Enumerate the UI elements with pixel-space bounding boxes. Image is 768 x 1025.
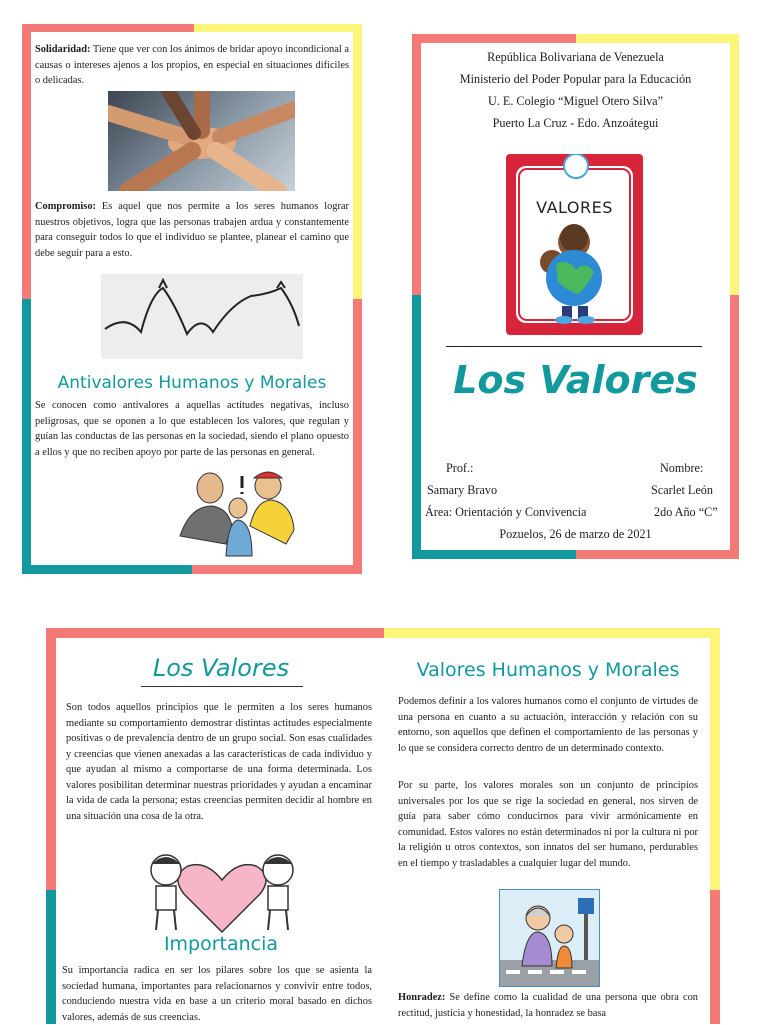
school-line: U. E. Colegio “Miguel Otero Silva” [488, 94, 663, 108]
los-valores-heading: Los Valores [152, 654, 290, 682]
cover-border-top-right [576, 34, 739, 43]
prof-label: Prof.: [446, 461, 474, 475]
nombre-label: Nombre: [660, 461, 704, 475]
border-bottom-right [192, 565, 362, 574]
antivalores-paragraph: Se conocen como antivalores a aquellas actitudes negativas, incluso peligrosas, que se oponen a lo que establecen los valores, que regulan y guían las conductas de las personas en la sociedad, siendo el plano opuesto a ellos y que no reciben apoyo por parte de las personas en general. [35, 400, 349, 458]
cover-border-bottom-right [576, 550, 739, 559]
ministry-line: Ministerio del Poder Popular para la Educación [459, 72, 692, 86]
sheet2-border-right-bottom [710, 890, 720, 1024]
valores-intro-paragraph: Son todos aquellos principios que le permiten a los seres humanos mediante su comportamiento demostrar distintas actitudes especialmente positivas o de prevalencia dentro de un grupo social. Son esas cualidades y creencias que vienen anexadas a las características de cada individuo y que ayudan al mismo a comportarse de una forma determinada. Los valores posibilitan determinar nuestras prioridades y ayudan a encaminar la vida de cada la persona; estas creencias permiten decidir al hombre en una situación una cosa de la otra. [66, 702, 372, 822]
border-top-left [22, 24, 194, 32]
mountain-line-drawing [101, 274, 303, 359]
student-name: Scarlet León [651, 483, 713, 497]
place-date-line: Pozuelos, 26 de marzo de 2021 [499, 527, 652, 541]
arguing-people-illustration [176, 466, 300, 564]
cover-institution-header [421, 46, 730, 134]
border-right-top [353, 24, 362, 299]
city-line: Puerto La Cruz - Edo. Anzoátegui [492, 116, 659, 130]
cover-border-right-bottom [730, 295, 739, 559]
sheet2-border-right-top [710, 628, 720, 890]
cover-title: Los Valores [453, 358, 698, 402]
sheet2-border-top-right [384, 628, 720, 638]
sheet2-border-left-top [46, 628, 56, 890]
border-left-top [22, 24, 31, 299]
border-bottom-left [22, 565, 192, 574]
importancia-paragraph: Su importancia radica en ser los pilares sobre los que se asienta la sociedad humana, importantes para relacionarnos y convivir entre todos, conduciendo nuestra vida en base a un criterio moral basado en dichos valores, además de sus creencias. [62, 965, 372, 1023]
country-line: República Bolivariana de Venezuela [487, 50, 664, 64]
sheet2-border-left-bottom [46, 890, 56, 1024]
valores-card-image [506, 154, 643, 335]
solidaridad-paragraph: Solidaridad: Tiene que ver con los ánimos de bridar apoyo incondicional a causas o intereses ajenos a los propios, en especial en situaciones difíciles o delicadas. [35, 44, 349, 86]
sheet2-border-top-left [46, 628, 384, 638]
valores-humanos-paragraph: Podemos definir a los valores humanos como el conjunto de virtudes de una persona en cuanto a su actuación, interacción y relación con su entorno, son aquellos que definen el comportamiento de las personas y lo que se considera correcto dentro de un determinado contexto. [398, 696, 698, 754]
area-line: Área: Orientación y Convivencia [425, 505, 587, 519]
cover-border-top-left [412, 34, 576, 43]
cover-border-right-top [730, 34, 739, 295]
valores-card-label: VALORES [536, 198, 613, 217]
cover-border-left-bottom [412, 295, 421, 559]
border-top-right [194, 24, 362, 32]
hands-together-photo [108, 91, 295, 191]
importancia-heading: Importancia [163, 933, 279, 955]
valores-morales-paragraph: Por su parte, los valores morales son un conjunto de principios universales por los que se rige la sociedad en general, nos sirven de guía para saber cómo conducirnos para vivir armónicamente en comunidad. Estos valores no están determinados ni por la cultura ni por la religión u otros contextos, son innatos del ser humano, perdurables en el tiempo y trasladables a cualquier lugar del mundo. [398, 780, 698, 869]
border-right-bottom [353, 299, 362, 574]
border-left-bottom [22, 299, 31, 574]
cover-border-bottom-left [412, 550, 576, 559]
valores-humanos-heading: Valores Humanos y Morales [416, 659, 680, 681]
heading-underline [141, 686, 303, 687]
crossing-street-illustration [499, 889, 600, 987]
cover-border-left-top [412, 34, 421, 295]
grade-line: 2do Año “C” [654, 505, 718, 519]
honradez-paragraph: Honradez: Se define como la cualidad de una persona que obra con rectitud, justicia y honestidad, la honradez se basa [398, 992, 698, 1019]
friends-heart-illustration [140, 852, 304, 934]
antivalores-heading: Antivalores Humanos y Morales [57, 373, 327, 393]
prof-name: Samary Bravo [427, 483, 498, 497]
title-divider [446, 346, 702, 347]
compromiso-paragraph: Compromiso: Es aquel que nos permite a los seres humanos lograr nuestros objetivos, logra que las personas trabajen ardua y constantemente para conseguir todos lo que el individuo se plantee, planear el camino que debe seguir para a esto. [35, 201, 350, 259]
